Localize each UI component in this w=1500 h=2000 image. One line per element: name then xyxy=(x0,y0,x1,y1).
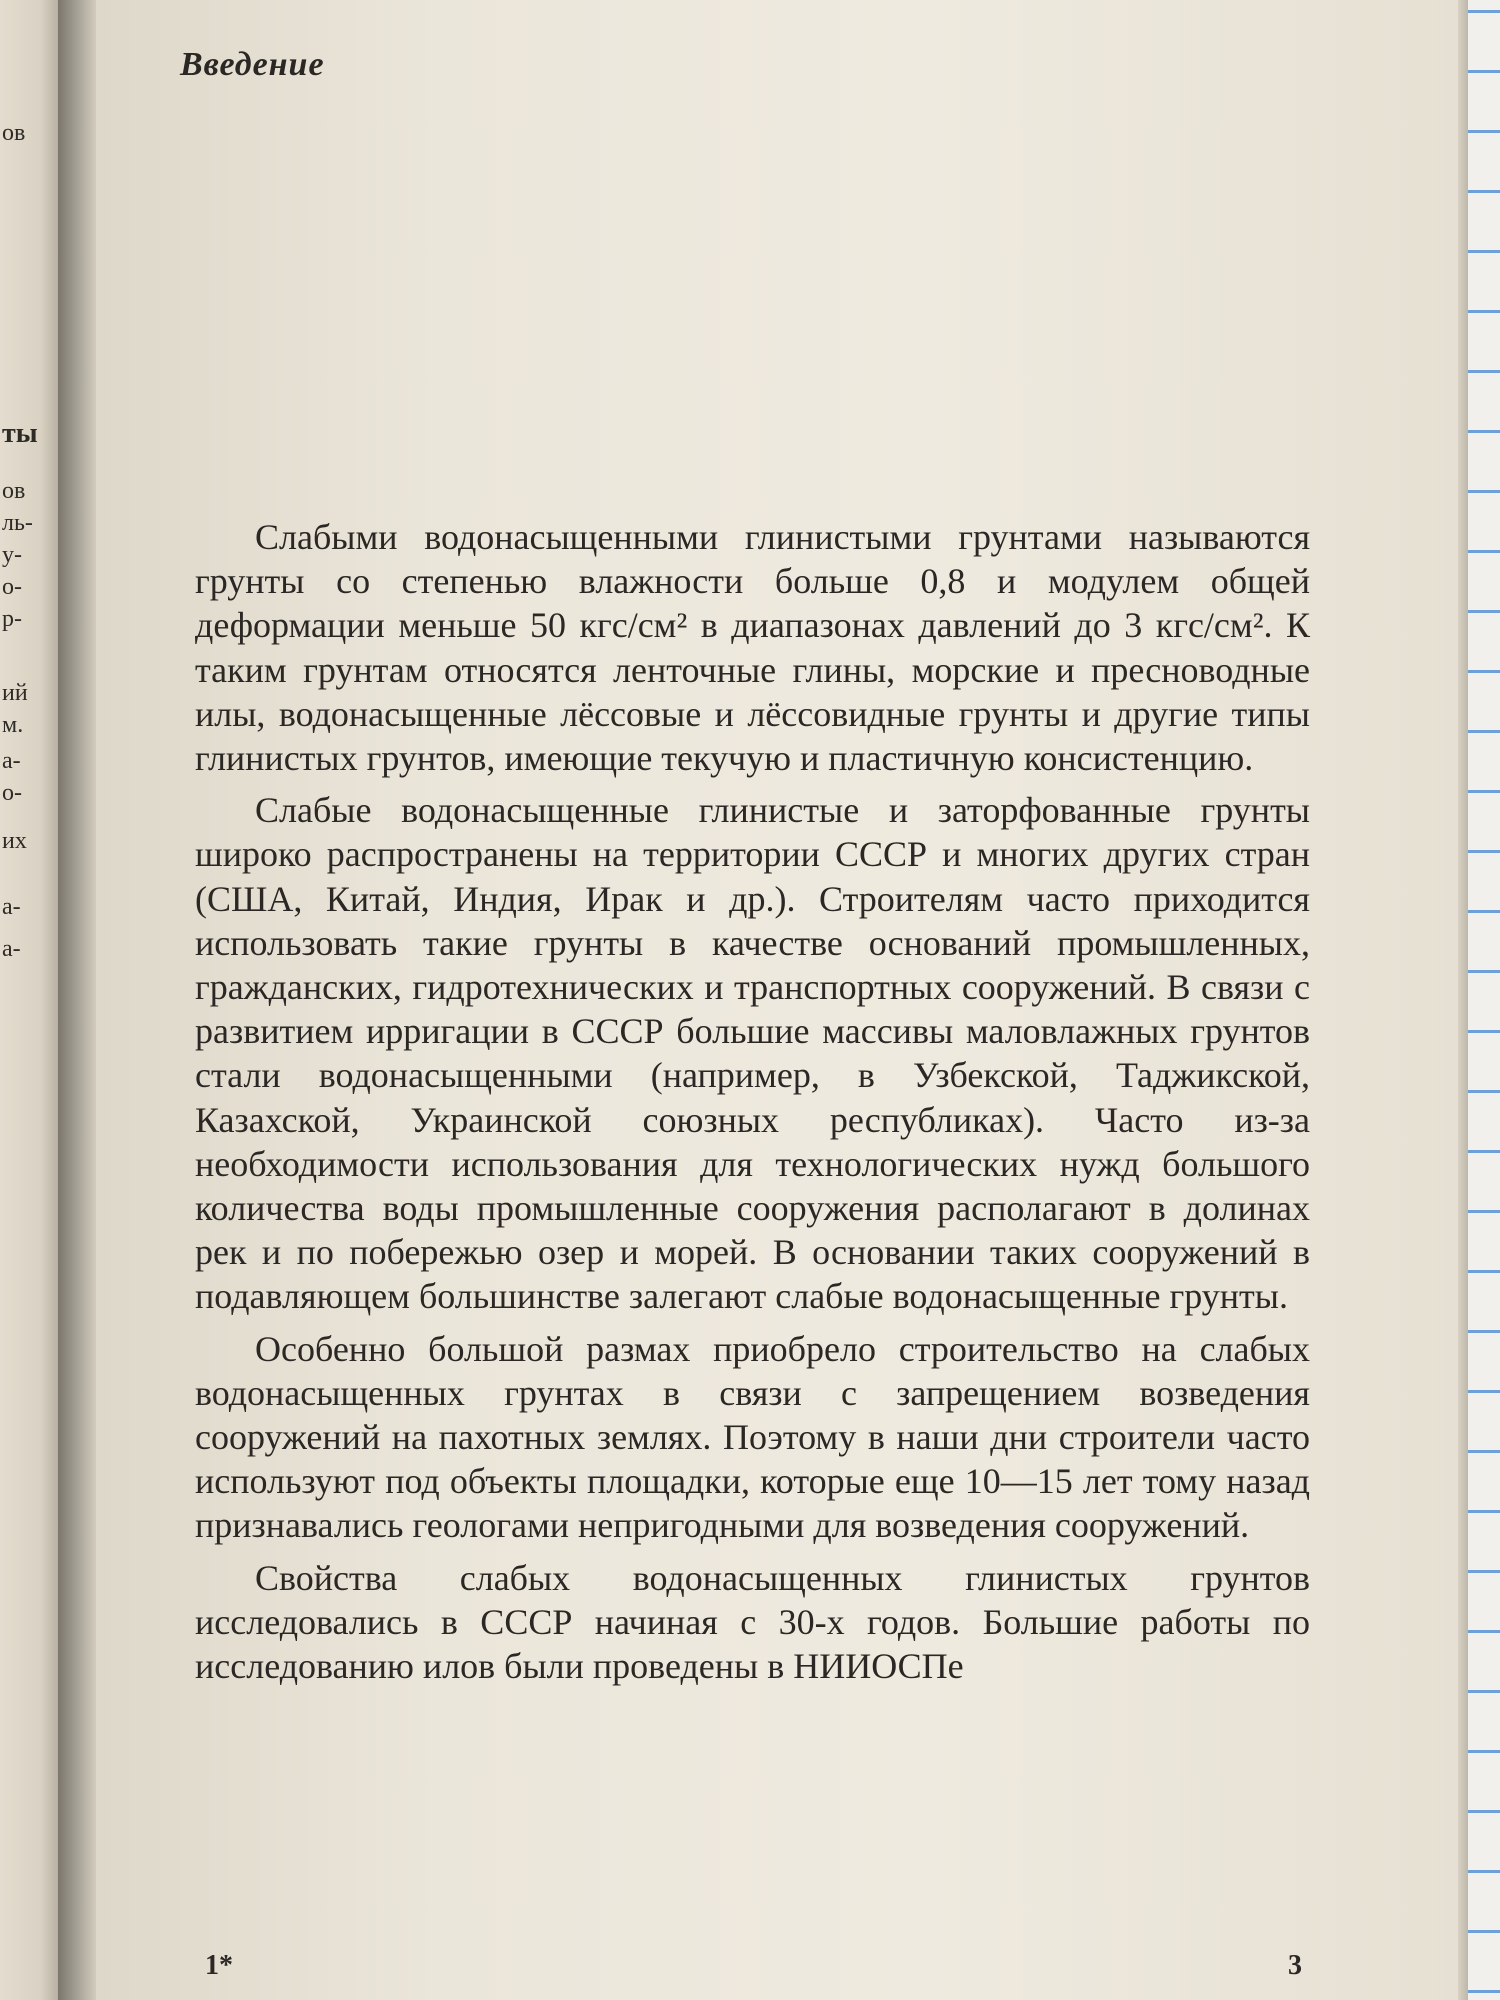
left-page-fragment: ов xyxy=(2,120,26,146)
left-page-fragment: р- xyxy=(2,606,22,632)
paragraph: Свойства слабых водонасыщенных глинистых грунтов исследовались в СССР начиная с 30-х годов. Большие работы по исследованию илов были проведены в НИИОСПе xyxy=(195,1557,1310,1687)
left-page-fragment: ий xyxy=(2,680,28,706)
left-page-fragment: а- xyxy=(2,936,21,962)
left-page-fragment: а- xyxy=(2,748,21,774)
paragraph: Особенно большой размах приобрело строительство на слабых водонасыщенных грунтах в связи с запрещением возведения сооружений на пахотных землях. Поэтому в наши дни строители часто используют под объекты площадки, которые еще 10—15 лет тому назад признавались геологами непригодными для возведения сооружений. xyxy=(195,1328,1310,1546)
page-heading: Введение xyxy=(180,46,325,83)
book-gutter xyxy=(58,0,98,2000)
left-page-fragment: о- xyxy=(2,780,22,806)
left-page-fragment: ов xyxy=(2,478,26,504)
left-page-fragment: ты xyxy=(2,418,38,449)
left-page-fragment: ль- xyxy=(2,510,33,536)
left-page-fragment: а- xyxy=(2,894,21,920)
left-page xyxy=(0,0,58,2000)
left-page-fragment: у- xyxy=(2,542,22,568)
left-page-fragment: о- xyxy=(2,574,22,600)
page-number: 3 xyxy=(1288,1950,1302,1981)
signature-mark: 1* xyxy=(205,1950,233,1981)
paragraph: Слабые водонасыщенные глинистые и заторфованные грунты широко распространены на территории СССР и многих других стран (США, Китай, Индия, Ирак и др.). Строителям часто приходится использовать такие грунты в качестве оснований промышленных, гражданских, гидротехнических и транспортных сооружений. В связи с развитием ирригации в СССР большие массивы маловлажных грунтов стали водонасыщенными (например, в Узбекской, Таджикской, Казахской, Украинской союзных республиках). Часто из-за необходимости использования для технологических нужд большого количества воды промышленные сооружения располагают в долинах рек и по побережью озер и морей. В основании таких сооружений в подавляющем большинстве залегают слабые водонасыщенные грунты. xyxy=(195,790,1310,1317)
paragraph: Слабыми водонасыщенными глинистыми грунтами называются грунты со степенью влажности больше 0,8 и модулем общей деформации меньше 50 кгс/см² в диапазонах давлений до 3 кгс/см². К таким грунтам относятся ленточные глины, морские и пресноводные илы, водонасыщенные лёссовые и лёссовидные грунты и другие типы глинистых грунтов, имеющие текучую и пластичную консистенцию. xyxy=(195,517,1310,779)
left-page-fragment: м. xyxy=(2,712,24,738)
body-text xyxy=(195,515,1310,1688)
notebook-edge xyxy=(1468,0,1500,2000)
left-page-fragment: их xyxy=(2,828,27,854)
